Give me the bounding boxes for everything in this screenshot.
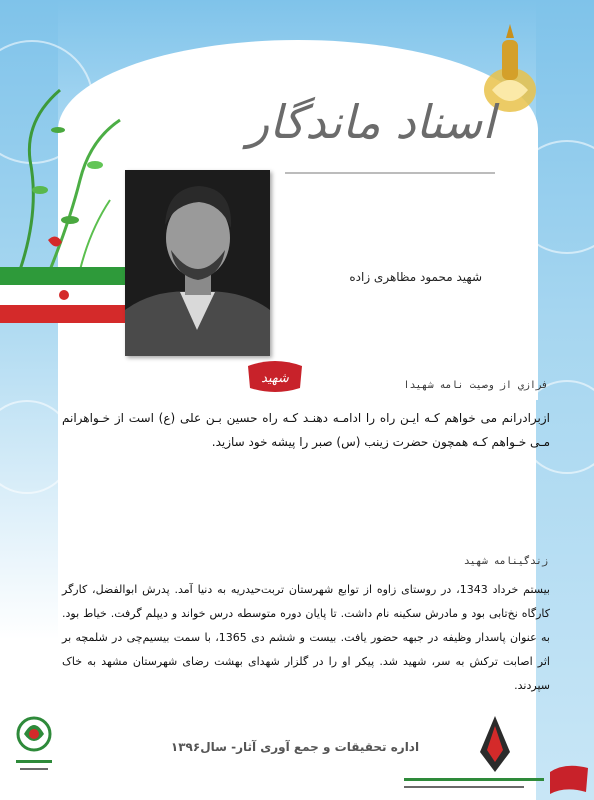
will-text: ازبرادرانم می خواهم کـه ایـن راه را ادامـه دهنـد کـه راه حسین بـن علی (ع) است از خـواهرانم مـی خـواهم کـه همچون حضرت زینب (س) صبر را پیشه خود سازید. [62, 411, 550, 449]
will-heading: فرازي از وصيت نامه شهيدا [403, 380, 548, 391]
martyr-badge-label: شهید [261, 371, 289, 386]
martyr-portrait-photo [125, 170, 270, 356]
title-underline [285, 172, 495, 174]
footer-caption: اداره تحقیقات و جمع آوری آثار- سال۱۳۹۶ [170, 740, 420, 754]
martyr-badge-icon [244, 358, 306, 394]
martyr-name: شهید محمود مظاهری زاده [349, 270, 482, 284]
page-title: اسناد ماندگار [246, 95, 495, 149]
documents-center-logo-icon [14, 712, 54, 784]
biography-heading: زندگينامه شهيد [463, 556, 548, 567]
biography-text: بیستم خرداد 1343، در روستای زاوه از توابع شهرستان تربت‌حیدریه به دنیا آمد. پدرش ابوالفضل، کارگر کارگاه نخ‌تابی بود و مادرش سکینه نام داشت. تا پایان دوره متوسطه درس خواند و دیپلم گرفت. خیاط بود. به عنوان پاسدار وظیفه در جبهه حضور یافت. بیست و ششم دی 1365، با سمت بیسیم‌چی در شلمچه بر اثر اصابت ترکش به سر، شهید شد. پیکر او را در گلزار شهدای بهشت رضای شهرستان مشهد به خاک سپردند. [62, 583, 550, 692]
vine-decoration-icon [0, 70, 140, 280]
iran-flag-icon [0, 267, 128, 323]
navid-shahed-logo-icon [400, 712, 590, 798]
